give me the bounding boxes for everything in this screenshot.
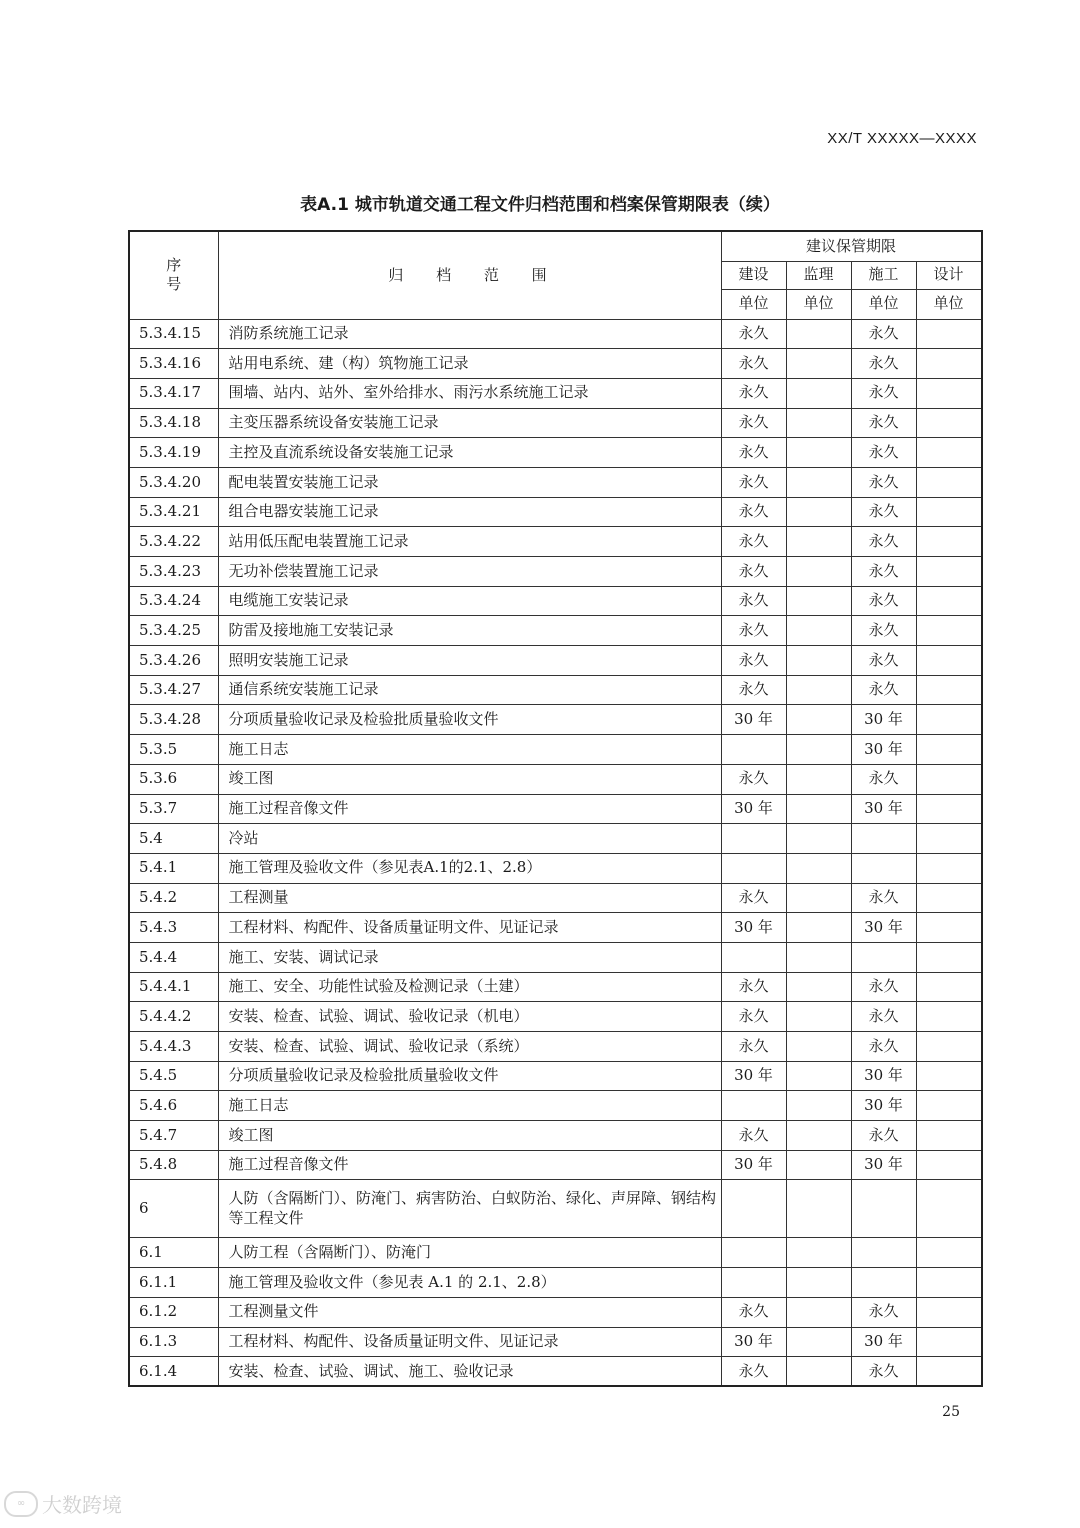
cell-supervision-period	[786, 675, 851, 705]
cell-design-period	[916, 1002, 982, 1032]
cell-design-period	[916, 1268, 982, 1298]
header-construction-unit: 建设	[721, 261, 786, 289]
cell-contractor-period: 永久	[851, 972, 916, 1002]
cell-serial-number: 5.4	[129, 824, 218, 854]
cell-contractor-period: 永久	[851, 1297, 916, 1327]
cell-design-period	[916, 1032, 982, 1062]
cell-archive-scope: 组合电器安装施工记录	[218, 497, 721, 527]
cell-construction-period: 30 年	[721, 1327, 786, 1357]
cell-supervision-period	[786, 1150, 851, 1180]
header-supervision-unit-suffix: 单位	[786, 289, 851, 319]
cell-supervision-period	[786, 378, 851, 408]
cell-serial-number: 5.3.4.26	[129, 646, 218, 676]
cell-contractor-period	[851, 853, 916, 883]
cell-supervision-period	[786, 557, 851, 587]
cell-serial-number: 6.1.4	[129, 1357, 218, 1387]
cell-contractor-period: 永久	[851, 764, 916, 794]
document-code: XX/T XXXXX—XXXX	[827, 130, 977, 147]
cell-construction-period: 永久	[721, 1297, 786, 1327]
cell-design-period	[916, 497, 982, 527]
cell-supervision-period	[786, 349, 851, 379]
cell-serial-number: 5.3.4.22	[129, 527, 218, 557]
cell-construction-period	[721, 942, 786, 972]
cell-contractor-period: 永久	[851, 616, 916, 646]
cell-construction-period: 永久	[721, 497, 786, 527]
cell-supervision-period	[786, 1268, 851, 1298]
cell-supervision-period	[786, 527, 851, 557]
table-row	[129, 349, 982, 379]
cell-serial-number: 5.3.6	[129, 764, 218, 794]
cell-construction-period: 永久	[721, 408, 786, 438]
cell-archive-scope: 人防工程（含隔断门）、防淹门	[218, 1238, 721, 1268]
cell-serial-number: 5.3.4.19	[129, 438, 218, 468]
cell-serial-number: 5.3.4.25	[129, 616, 218, 646]
cell-design-period	[916, 646, 982, 676]
cell-supervision-period	[786, 1091, 851, 1121]
cell-serial-number: 5.4.8	[129, 1150, 218, 1180]
cell-design-period	[916, 853, 982, 883]
cell-serial-number: 5.4.4.2	[129, 1002, 218, 1032]
table-row	[129, 794, 982, 824]
cell-design-period	[916, 586, 982, 616]
cell-archive-scope: 施工、安全、功能性试验及检测记录（土建）	[218, 972, 721, 1002]
cell-supervision-period	[786, 972, 851, 1002]
table-row	[129, 853, 982, 883]
cell-serial-number: 5.4.4.1	[129, 972, 218, 1002]
table-row	[129, 735, 982, 765]
cell-serial-number: 5.3.4.17	[129, 378, 218, 408]
cell-serial-number: 5.3.4.24	[129, 586, 218, 616]
cell-serial-number: 6.1.1	[129, 1268, 218, 1298]
header-archive-scope: 归 档 范 围	[218, 231, 721, 319]
cell-serial-number: 6	[129, 1180, 218, 1238]
cell-archive-scope: 主变压器系统设备安装施工记录	[218, 408, 721, 438]
cell-design-period	[916, 1091, 982, 1121]
table-title: 表A.1 城市轨道交通工程文件归档范围和档案保管期限表（续）	[300, 195, 780, 215]
cell-design-period	[916, 378, 982, 408]
cell-contractor-period: 永久	[851, 378, 916, 408]
cell-supervision-period	[786, 913, 851, 943]
cell-construction-period: 永久	[721, 349, 786, 379]
cell-construction-period: 30 年	[721, 1061, 786, 1091]
cell-serial-number: 5.3.4.16	[129, 349, 218, 379]
cell-serial-number: 5.3.7	[129, 794, 218, 824]
cell-design-period	[916, 467, 982, 497]
cell-contractor-period: 30 年	[851, 705, 916, 735]
header-design-unit: 设计	[916, 261, 982, 289]
header-serial-number: 序 号	[129, 231, 218, 319]
cell-archive-scope: 工程测量	[218, 883, 721, 913]
cell-serial-number: 5.4.4.3	[129, 1032, 218, 1062]
table-row	[129, 942, 982, 972]
watermark	[4, 1489, 122, 1518]
cell-contractor-period: 永久	[851, 1002, 916, 1032]
cell-serial-number: 5.3.4.20	[129, 467, 218, 497]
cell-supervision-period	[786, 1180, 851, 1238]
table-row	[129, 1238, 982, 1268]
cell-contractor-period: 30 年	[851, 735, 916, 765]
cell-construction-period	[721, 735, 786, 765]
cell-contractor-period: 永久	[851, 1032, 916, 1062]
cell-supervision-period	[786, 616, 851, 646]
cell-construction-period: 永久	[721, 557, 786, 587]
cell-supervision-period	[786, 1357, 851, 1387]
cell-design-period	[916, 1150, 982, 1180]
cell-contractor-period	[851, 1238, 916, 1268]
cell-supervision-period	[786, 1002, 851, 1032]
cell-archive-scope: 照明安装施工记录	[218, 646, 721, 676]
table-row	[129, 467, 982, 497]
cell-serial-number: 6.1	[129, 1238, 218, 1268]
cell-supervision-period	[786, 497, 851, 527]
table-row	[129, 972, 982, 1002]
cell-construction-period: 永久	[721, 1032, 786, 1062]
cell-contractor-period: 永久	[851, 586, 916, 616]
watermark-logo-icon: ∞	[4, 1491, 38, 1517]
cell-construction-period: 永久	[721, 319, 786, 349]
table-row	[129, 1327, 982, 1357]
cell-archive-scope: 竣工图	[218, 764, 721, 794]
table-row	[129, 586, 982, 616]
cell-archive-scope: 冷站	[218, 824, 721, 854]
cell-construction-period: 永久	[721, 646, 786, 676]
table-row	[129, 1032, 982, 1062]
cell-contractor-period: 永久	[851, 319, 916, 349]
cell-design-period	[916, 883, 982, 913]
table-row	[129, 438, 982, 468]
cell-contractor-period: 永久	[851, 1357, 916, 1387]
table-row	[129, 408, 982, 438]
cell-supervision-period	[786, 586, 851, 616]
cell-supervision-period	[786, 735, 851, 765]
cell-archive-scope: 消防系统施工记录	[218, 319, 721, 349]
cell-serial-number: 5.4.1	[129, 853, 218, 883]
cell-contractor-period: 永久	[851, 408, 916, 438]
cell-archive-scope: 安装、检查、试验、调试、验收记录（机电）	[218, 1002, 721, 1032]
table-row	[129, 1357, 982, 1387]
cell-contractor-period: 永久	[851, 527, 916, 557]
cell-serial-number: 5.3.4.27	[129, 675, 218, 705]
cell-construction-period: 永久	[721, 764, 786, 794]
cell-archive-scope: 施工管理及验收文件（参见表 A.1 的 2.1、2.8）	[218, 1268, 721, 1298]
cell-archive-scope: 工程材料、构配件、设备质量证明文件、见证记录	[218, 1327, 721, 1357]
cell-construction-period: 永久	[721, 883, 786, 913]
cell-design-period	[916, 735, 982, 765]
cell-design-period	[916, 675, 982, 705]
cell-design-period	[916, 1327, 982, 1357]
table-row	[129, 527, 982, 557]
cell-serial-number: 5.4.5	[129, 1061, 218, 1091]
cell-construction-period: 永久	[721, 616, 786, 646]
cell-supervision-period	[786, 853, 851, 883]
table-row	[129, 378, 982, 408]
cell-archive-scope: 分项质量验收记录及检验批质量验收文件	[218, 1061, 721, 1091]
table-row	[129, 557, 982, 587]
table-row	[129, 1297, 982, 1327]
cell-archive-scope: 工程测量文件	[218, 1297, 721, 1327]
cell-archive-scope: 主控及直流系统设备安装施工记录	[218, 438, 721, 468]
cell-archive-scope: 施工、安装、调试记录	[218, 942, 721, 972]
cell-contractor-period	[851, 1268, 916, 1298]
cell-construction-period	[721, 824, 786, 854]
cell-supervision-period	[786, 408, 851, 438]
cell-design-period	[916, 1180, 982, 1238]
cell-design-period	[916, 972, 982, 1002]
cell-supervision-period	[786, 764, 851, 794]
cell-construction-period: 永久	[721, 467, 786, 497]
cell-design-period	[916, 349, 982, 379]
cell-archive-scope: 站用低压配电装置施工记录	[218, 527, 721, 557]
table-header	[129, 231, 982, 319]
cell-construction-period: 永久	[721, 1121, 786, 1151]
cell-construction-period: 永久	[721, 1002, 786, 1032]
cell-construction-period: 永久	[721, 527, 786, 557]
cell-supervision-period	[786, 1327, 851, 1357]
cell-design-period	[916, 942, 982, 972]
cell-design-period	[916, 527, 982, 557]
cell-archive-scope: 安装、检查、试验、调试、施工、验收记录	[218, 1357, 721, 1387]
cell-supervision-period	[786, 1032, 851, 1062]
cell-construction-period: 永久	[721, 675, 786, 705]
cell-archive-scope: 配电装置安装施工记录	[218, 467, 721, 497]
header-design-unit-suffix: 单位	[916, 289, 982, 319]
cell-supervision-period	[786, 438, 851, 468]
cell-serial-number: 6.1.2	[129, 1297, 218, 1327]
table-row	[129, 1180, 982, 1238]
cell-contractor-period: 永久	[851, 438, 916, 468]
header-retention-period: 建议保管期限	[721, 231, 982, 261]
cell-serial-number: 5.3.4.18	[129, 408, 218, 438]
cell-contractor-period: 永久	[851, 349, 916, 379]
cell-supervision-period	[786, 646, 851, 676]
table-body	[129, 319, 982, 1386]
table-row	[129, 675, 982, 705]
header-construction-unit-suffix: 单位	[721, 289, 786, 319]
cell-design-period	[916, 1238, 982, 1268]
cell-contractor-period: 30 年	[851, 1327, 916, 1357]
cell-supervision-period	[786, 942, 851, 972]
cell-serial-number: 5.3.4.23	[129, 557, 218, 587]
cell-design-period	[916, 616, 982, 646]
cell-archive-scope: 无功补偿装置施工记录	[218, 557, 721, 587]
cell-contractor-period: 永久	[851, 646, 916, 676]
cell-construction-period: 永久	[721, 438, 786, 468]
cell-supervision-period	[786, 1121, 851, 1151]
cell-supervision-period	[786, 883, 851, 913]
cell-construction-period: 永久	[721, 972, 786, 1002]
cell-archive-scope: 施工日志	[218, 1091, 721, 1121]
table-row	[129, 616, 982, 646]
cell-contractor-period: 永久	[851, 883, 916, 913]
table-row	[129, 883, 982, 913]
table-row	[129, 1268, 982, 1298]
header-contractor-unit: 施工	[851, 261, 916, 289]
cell-serial-number: 5.3.4.28	[129, 705, 218, 735]
cell-archive-scope: 工程材料、构配件、设备质量证明文件、见证记录	[218, 913, 721, 943]
cell-construction-period	[721, 1238, 786, 1268]
cell-archive-scope: 施工日志	[218, 735, 721, 765]
cell-supervision-period	[786, 319, 851, 349]
table-row	[129, 1121, 982, 1151]
cell-contractor-period: 30 年	[851, 913, 916, 943]
cell-design-period	[916, 764, 982, 794]
cell-supervision-period	[786, 1061, 851, 1091]
cell-contractor-period: 永久	[851, 467, 916, 497]
cell-contractor-period: 永久	[851, 557, 916, 587]
cell-supervision-period	[786, 794, 851, 824]
archive-table-container	[128, 230, 983, 1387]
cell-construction-period: 30 年	[721, 1150, 786, 1180]
table-row	[129, 764, 982, 794]
cell-contractor-period: 永久	[851, 497, 916, 527]
cell-construction-period: 30 年	[721, 705, 786, 735]
cell-design-period	[916, 319, 982, 349]
cell-contractor-period	[851, 942, 916, 972]
table-row	[129, 1091, 982, 1121]
cell-contractor-period	[851, 824, 916, 854]
cell-archive-scope: 防雷及接地施工安装记录	[218, 616, 721, 646]
cell-archive-scope: 施工过程音像文件	[218, 794, 721, 824]
cell-serial-number: 5.4.2	[129, 883, 218, 913]
cell-design-period	[916, 794, 982, 824]
cell-supervision-period	[786, 824, 851, 854]
page-number: 25	[942, 1404, 960, 1420]
table-row	[129, 705, 982, 735]
cell-serial-number: 5.4.4	[129, 942, 218, 972]
table-row	[129, 319, 982, 349]
cell-archive-scope: 人防（含隔断门）、防淹门、病害防治、白蚁防治、绿化、声屏障、钢结构等工程文件	[218, 1180, 721, 1238]
cell-design-period	[916, 1121, 982, 1151]
header-contractor-unit-suffix: 单位	[851, 289, 916, 319]
table-row	[129, 1002, 982, 1032]
cell-design-period	[916, 913, 982, 943]
cell-supervision-period	[786, 1297, 851, 1327]
watermark-text: 大数跨境	[42, 1493, 122, 1517]
cell-serial-number: 5.3.4.15	[129, 319, 218, 349]
cell-contractor-period: 永久	[851, 675, 916, 705]
cell-construction-period	[721, 1180, 786, 1238]
cell-contractor-period: 30 年	[851, 794, 916, 824]
table-row	[129, 646, 982, 676]
table-row	[129, 824, 982, 854]
cell-design-period	[916, 1357, 982, 1387]
cell-design-period	[916, 1061, 982, 1091]
cell-construction-period: 30 年	[721, 913, 786, 943]
cell-archive-scope: 施工管理及验收文件（参见表A.1的2.1、2.8）	[218, 853, 721, 883]
cell-serial-number: 5.4.3	[129, 913, 218, 943]
cell-serial-number: 5.4.7	[129, 1121, 218, 1151]
cell-archive-scope: 围墙、站内、站外、室外给排水、雨污水系统施工记录	[218, 378, 721, 408]
cell-contractor-period	[851, 1180, 916, 1238]
table-row	[129, 497, 982, 527]
archive-table	[128, 230, 983, 1387]
cell-archive-scope: 通信系统安装施工记录	[218, 675, 721, 705]
cell-serial-number: 5.4.6	[129, 1091, 218, 1121]
table-row	[129, 1061, 982, 1091]
cell-design-period	[916, 438, 982, 468]
cell-construction-period	[721, 1268, 786, 1298]
table-row	[129, 1150, 982, 1180]
cell-supervision-period	[786, 1238, 851, 1268]
cell-archive-scope: 电缆施工安装记录	[218, 586, 721, 616]
cell-contractor-period: 30 年	[851, 1061, 916, 1091]
cell-design-period	[916, 557, 982, 587]
cell-archive-scope: 施工过程音像文件	[218, 1150, 721, 1180]
cell-archive-scope: 竣工图	[218, 1121, 721, 1151]
cell-design-period	[916, 824, 982, 854]
cell-contractor-period: 30 年	[851, 1150, 916, 1180]
cell-construction-period	[721, 853, 786, 883]
cell-serial-number: 6.1.3	[129, 1327, 218, 1357]
header-supervision-unit: 监理	[786, 261, 851, 289]
cell-construction-period: 永久	[721, 378, 786, 408]
cell-design-period	[916, 1297, 982, 1327]
cell-design-period	[916, 705, 982, 735]
cell-archive-scope: 分项质量验收记录及检验批质量验收文件	[218, 705, 721, 735]
cell-archive-scope: 安装、检查、试验、调试、验收记录（系统）	[218, 1032, 721, 1062]
cell-construction-period	[721, 1091, 786, 1121]
cell-contractor-period: 永久	[851, 1121, 916, 1151]
cell-construction-period: 永久	[721, 1357, 786, 1387]
cell-serial-number: 5.3.5	[129, 735, 218, 765]
cell-supervision-period	[786, 467, 851, 497]
cell-construction-period: 30 年	[721, 794, 786, 824]
cell-supervision-period	[786, 705, 851, 735]
cell-contractor-period: 30 年	[851, 1091, 916, 1121]
table-row	[129, 913, 982, 943]
cell-archive-scope: 站用电系统、建（构）筑物施工记录	[218, 349, 721, 379]
cell-serial-number: 5.3.4.21	[129, 497, 218, 527]
cell-construction-period: 永久	[721, 586, 786, 616]
cell-design-period	[916, 408, 982, 438]
